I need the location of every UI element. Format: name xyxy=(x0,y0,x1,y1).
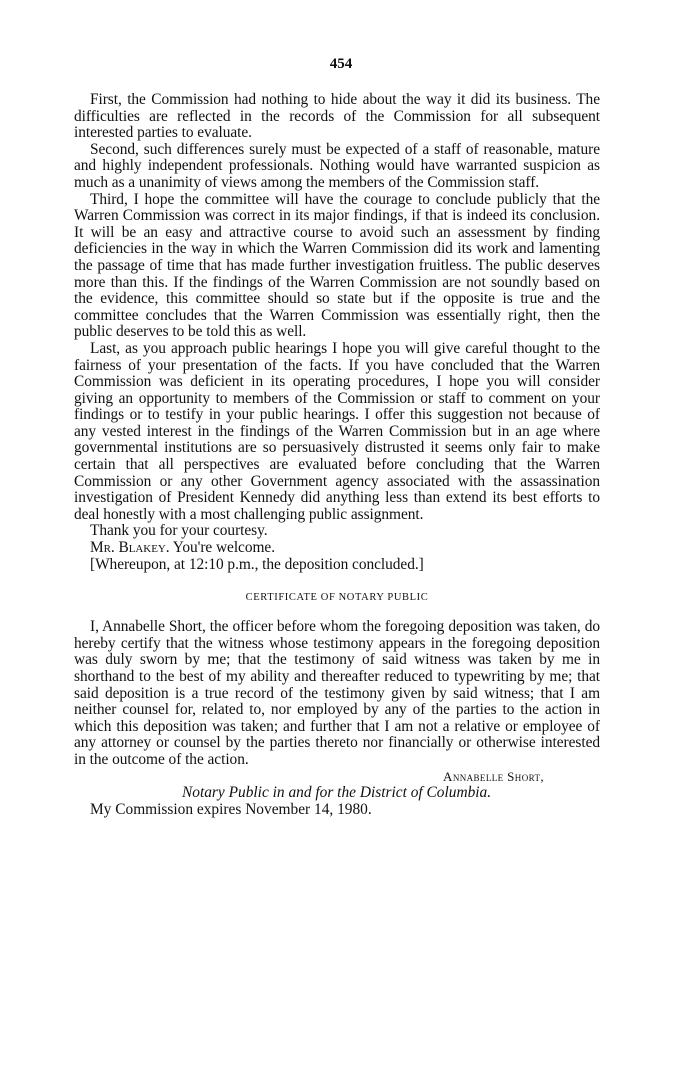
signer-name: Annabelle Short, xyxy=(443,768,544,784)
document-page xyxy=(74,56,600,818)
certificate-body: I, Annabelle Short, the officer before whom the foregoing deposition was taken, do hereby certify that the witness whose testimony appears in the foregoing deposition was duly sworn by me; that the testimony of said witness was taken by me in shorthand to the best of my ability and thereafter reduced to typewriting by me; that said deposition is a true record of the testimony given by said witness; that I am neither counsel for, related to, nor employed by any of the parties to the action in which this deposition was taken; and further that I am not a relative or employee of any attorney or counsel by the parties thereto nor financially or otherwise interested in the outcome of the action. xyxy=(74,618,600,768)
page-number: 454 xyxy=(329,56,353,72)
paragraph-third: Third, I hope the committee will have the courage to conclude publicly that the Warren Commission was correct in its major findings, if that is indeed its conclusion. It will be an easy and attractive course to avoid such an assessment by finding deficiencies in the way in which the Warren Commission did its work and lamenting the passage of time that has made further investigation fruitless. The public deserves more than this. If the findings of the Warren Commission are not soundly based on the evidence, this committee should so state but if the opposite is true and the committee concludes that the Warren Commission was essentially right, then the public deserves to be told this as well. xyxy=(74,190,600,341)
commission-expiration: My Commission expires November 14, 1980. xyxy=(90,800,372,818)
exchange-line xyxy=(74,540,600,557)
paragraph-thanks: Thank you for your courtesy. xyxy=(90,522,268,540)
paragraph-first: First, the Commission had nothing to hide about the way it did its business. The difficulties are reflected in the records of the Commission for all subsequent interested parties to evaluate. xyxy=(74,91,600,142)
speaker-name: Mr. Blakey. xyxy=(90,539,170,557)
speaker-text: You're welcome. xyxy=(172,539,275,557)
signer-title: Notary Public in and for the District of Columbia. xyxy=(182,784,492,802)
closing-note: [Whereupon, at 12:10 p.m., the deposition concluded.] xyxy=(90,555,424,573)
paragraph-second: Second, such differences surely must be expected of a staff of reasonable, mature and highly independent professionals. Nothing would have warranted suspicion as much as a unanimity of views among the members of the Commission staff. xyxy=(74,140,600,191)
certificate-heading: CERTIFICATE OF NOTARY PUBLIC xyxy=(245,592,429,604)
paragraph-last: Last, as you approach public hearings I hope you will give careful thought to the fairness of your presentation of the facts. If you have concluded that the Warren Commission was deficient in its operating procedures, I hope you will consider giving an opportunity to members of the Commission or staff to comment on your findings or to testify in your public hearings. I offer this suggestion not because of any vested interest in the findings of the Warren Commission but in an age where governmental institutions are so persuasively distrusted it seems only fair to make certain that all perspectives are evaluated before concluding that the Warren Commission or any other Government agency associated with the assassination investigation of President Kennedy did anything less than extend its best efforts to deal honestly with a most challenging public assignment. xyxy=(74,339,600,523)
